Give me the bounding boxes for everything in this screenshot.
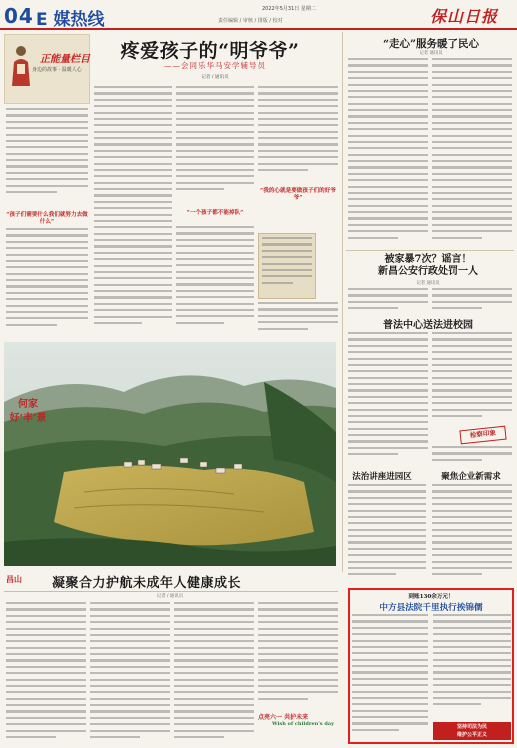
article-column [432,332,512,424]
article-column [176,86,254,206]
main-subhead-2: “一个孩子都不能掉队” [186,210,244,216]
law-school-title: 普法中心送法进校园 [383,320,473,331]
article-column [6,228,88,338]
highlight-badge [433,722,511,740]
article-column [94,86,172,336]
column-rule [342,32,343,572]
right-article-title: “走心”服务暖了民心 [382,38,480,50]
main-byline: 记者 / 通讯员 [201,75,229,80]
editor-line: 责任编辑 / 审核 / 排版 / 校对 [218,18,283,24]
court-right-title: 聚焦企业新需求 [441,472,501,482]
badge-line1: 坚持司法为民 [456,724,487,730]
article-column [433,614,511,718]
page-number: 04 [4,4,34,28]
slogan-main: 点亮六一 共护未来 [258,714,309,721]
article-column [176,226,254,336]
badge-line2: 维护公平正义 [456,732,487,738]
main-subtitle: ——会同乐华马安学辅导员 [164,61,266,70]
prosecution-stamp: 检察印象 [459,426,506,445]
article-column [6,602,86,744]
landscape-photo [4,342,336,566]
article-column [258,86,338,186]
section-rule [346,250,514,251]
date-line: 2022年5月31日 星期二 [262,6,316,12]
childrens-day-slogan [258,712,334,738]
main-subhead-3: “我的心就是要做孩子们的好爷爷” [260,188,336,201]
article-column [348,484,426,584]
article-column [174,602,254,744]
right-article-byline: 记者 通讯员 [419,51,443,56]
article-column [258,602,338,708]
article-column [432,288,512,314]
article-column [432,484,512,584]
right-mid-title-line1: 被家暴7次？谣言！ [384,254,472,265]
highlight-title: 中方县法院千里执行挨锦儒 [379,603,483,613]
article-column [6,108,88,208]
paper-name: 保山日报 [430,7,499,26]
masthead [0,0,517,30]
article-column [432,446,512,464]
bottom-headline-bar [4,570,338,592]
right-mid-title-line2: 新昌公安行政处罚一人 [378,266,478,277]
highlight-kicker: 到账130余万元！ [408,594,454,600]
main-subhead-1: “孩子们需要什么我们就努力去做什么” [6,212,88,225]
article-column [352,614,428,742]
section-name: E 媒热线 [36,10,105,30]
person-sketch-icon [8,44,34,88]
feature-title: 正能量栏目 [40,54,90,65]
feature-subtitle: 身边的故事 · 温暖人心 [32,67,82,73]
article-column [90,602,170,744]
article-column [348,288,428,314]
photo-label: 何家好‘丰’景 [9,399,47,424]
slogan-sub: Wish of children's day [272,721,334,727]
main-headline: 疼爱孩子的“明爷爷” [120,40,300,62]
bottom-byline: 记者 / 通讯员 [156,594,184,599]
right-mid-title [345,254,511,278]
article-column [258,302,338,338]
calendar-text [262,237,312,297]
bottom-tag: 昌山 [6,574,22,584]
article-column [348,58,428,248]
court-left-title: 法治讲座进园区 [352,472,412,482]
right-mid-byline: 记者 通讯员 [416,281,440,286]
article-column [348,332,428,462]
article-column [432,58,512,248]
bottom-headline: 凝聚合力护航未成年人健康成长 [52,576,242,591]
